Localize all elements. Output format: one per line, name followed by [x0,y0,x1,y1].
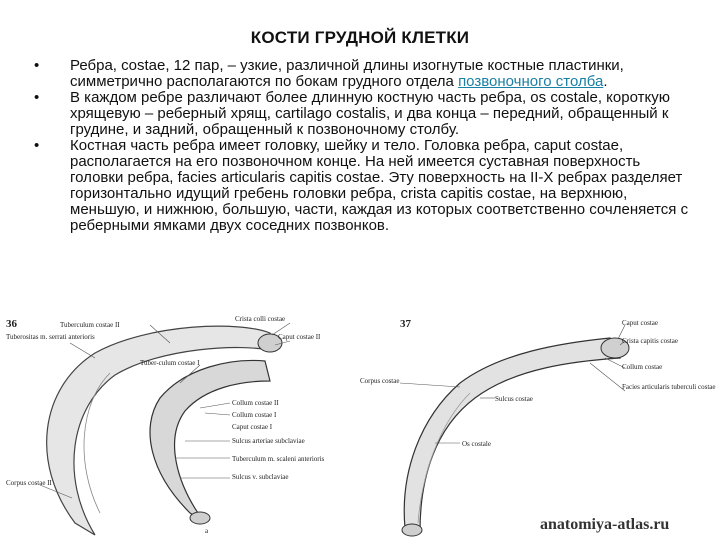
term-ribs: Ребра [70,57,113,74]
spine-link[interactable]: позвоночного столба [458,73,604,90]
rib-figure-36 [0,313,350,540]
label-collum-ii: Collum costae II [232,399,279,407]
page-title: КОСТИ ГРУДНОЙ КЛЕТКИ [250,28,470,47]
bullet-item-parts [34,90,694,138]
bullet-text: В каждом ребре различают более длинную костную часть ребра, os costale, короткую хрящевую – реберный хрящ, cartilago costalis, и два конца – передний, обращенный к грудине, и задний, обращенный к позвоночному столбу. [70,89,670,138]
label-corpus: Corpus costae [360,377,400,385]
bullet-item-head [34,138,694,234]
figure-letter: a [205,527,209,535]
label-caput-ii: Caput costae II [278,333,321,341]
label-caput-i: Caput costae I [232,423,273,431]
bullet-list [34,58,694,234]
bullet-marker: • [34,137,40,154]
bullet-text: Костная часть ребра имеет головку, шейку и тело. Головка ребра, caput costae, располагается на его позвоночном конце. На ней имеется суставная поверхность головки ребра, facies articularis capitis costae. Эту поверхность на II-X ребрах разделяет горизонтально идущий гребень головки ребра, crista capitis costae, на верхнюю, меньшую, и нижнюю, большую, части, каждая из которых соответственно сочленяется с реберными ямками двух соседних позвонков. [70,137,689,234]
bullet-text: , costae, 12 пар, – узкие, различной длины изогнутые костные пластинки, симметрично располагаются по бокам грудного отдела [70,57,624,90]
label-sulcus: Sulcus costae [495,395,533,403]
label-facies: Facies articularis tuberculi costae [622,383,716,391]
label-corpus-ii: Corpus costae II [6,479,52,487]
label-crista-capitis: Crista capitis costae [622,337,678,345]
label-tuberositas: Tuberositas m. serrati anterioris [6,333,95,341]
bullet-marker: • [34,89,40,106]
figure-number: 37 [400,318,411,330]
label-tuberculum-scaleni: Tuberculum m. scaleni anterioris [232,455,325,463]
rib-end-shape [190,512,210,524]
label-collum: Collum costae [622,363,663,371]
rib-end-shape [402,524,422,536]
rib-body-shape [404,338,620,531]
label-tuberculum-ii: Tuberculum costae II [60,321,120,329]
label-sulcus-venae: Sulcus v. subclaviae [232,473,289,481]
figure-number: 36 [6,318,17,330]
bullet-text-end: . [603,73,608,90]
label-crista-colli: Crista colli costae [235,315,286,323]
bullet-item-ribs [34,58,694,90]
site-watermark: anatomiya-atlas.ru [540,516,670,533]
bullet-marker: • [34,57,40,74]
label-caput: Caput costae [622,319,658,327]
label-sulcus-arteriae: Sulcus arteriae subclaviae [232,437,305,445]
label-collum-i: Collum costae I [232,411,277,419]
rib-figure-37 [360,313,720,540]
label-os-costale: Os costale [462,440,491,448]
label-tuberculum-i: Tuber-culum costae I [140,359,200,367]
